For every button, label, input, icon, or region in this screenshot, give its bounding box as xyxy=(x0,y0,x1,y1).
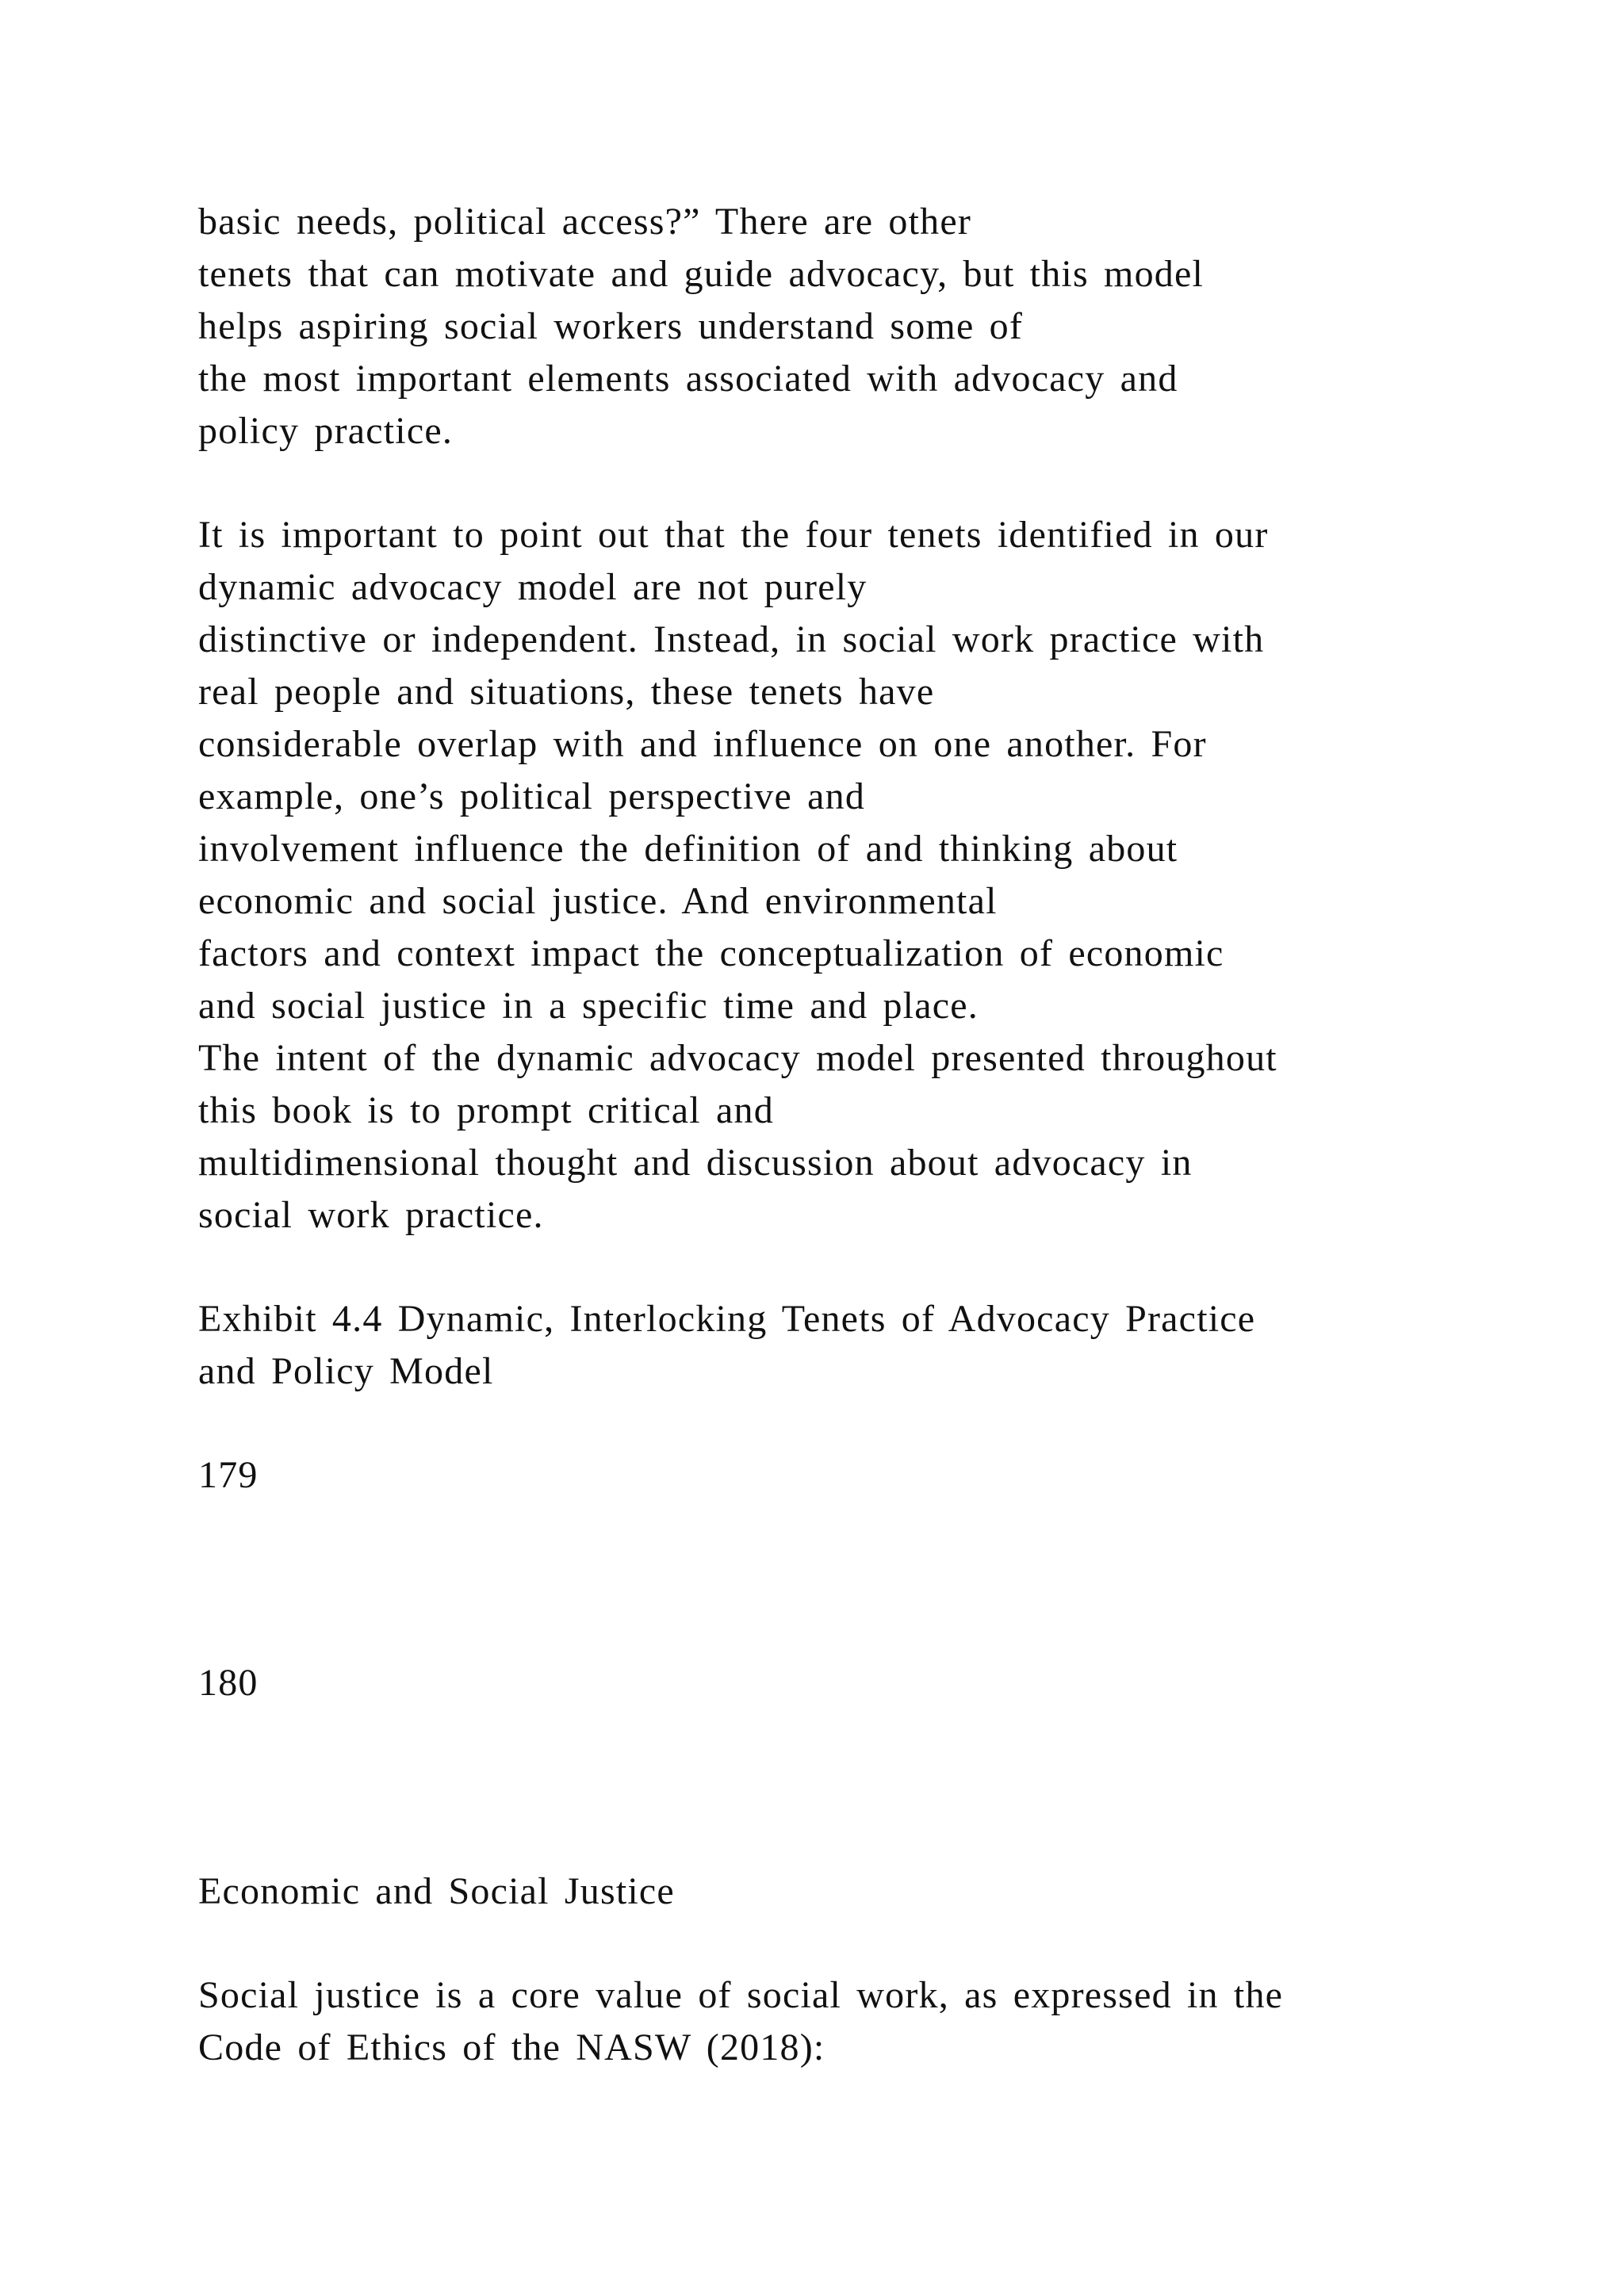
text-line: Social justice is a core value of social work, as expressed in the xyxy=(198,1974,1284,2016)
text-line: example, one’s political perspective and xyxy=(198,775,866,817)
text-line: helps aspiring social workers understand some of xyxy=(198,305,1024,347)
text-line: basic needs, political access?” There are other xyxy=(198,201,972,243)
text-line: Code of Ethics of the NASW (2018): xyxy=(198,2026,825,2068)
text-line: economic and social justice. And environmental xyxy=(198,880,998,922)
page-number: 179 xyxy=(198,1454,259,1496)
text-line: multidimensional thought and discussion about advocacy in xyxy=(198,1142,1193,1184)
text-line: real people and situations, these tenets have xyxy=(198,671,935,713)
text-line: involvement influence the definition of and thinking about xyxy=(198,828,1178,870)
text-line: Exhibit 4.4 Dynamic, Interlocking Tenets of Advocacy Practice xyxy=(198,1298,1256,1340)
text-line: It is important to point out that the four tenets identified in our xyxy=(198,514,1269,556)
text-line: and social justice in a specific time and place. xyxy=(198,985,979,1027)
page-number: 180 xyxy=(198,1662,259,1704)
text-line: distinctive or independent. Instead, in social work practice with xyxy=(198,618,1265,660)
text-line: this book is to prompt critical and xyxy=(198,1089,774,1131)
text-line: and Policy Model xyxy=(198,1350,494,1392)
text-line: considerable overlap with and influence on one another. For xyxy=(198,723,1207,765)
text-line: policy practice. xyxy=(198,410,454,452)
text-line: dynamic advocacy model are not purely xyxy=(198,566,868,608)
section-heading: Economic and Social Justice xyxy=(198,1870,675,1912)
text-line: The intent of the dynamic advocacy model presented throughout xyxy=(198,1037,1277,1079)
text-line: the most important elements associated with advocacy and xyxy=(198,358,1178,400)
text-line: factors and context impact the conceptualization of economic xyxy=(198,932,1224,974)
text-line: tenets that can motivate and guide advocacy, but this model xyxy=(198,253,1205,295)
text-line: social work practice. xyxy=(198,1194,544,1236)
